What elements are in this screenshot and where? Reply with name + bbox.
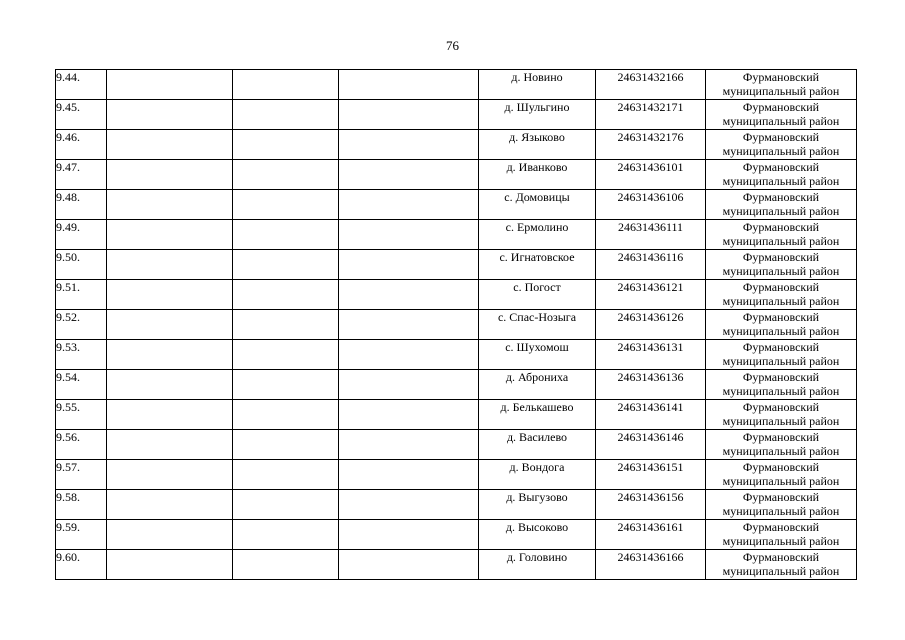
empty-cell-1 bbox=[107, 160, 233, 190]
empty-cell-3 bbox=[339, 400, 479, 430]
oktmo-code-cell: 24631432176 bbox=[596, 130, 706, 160]
oktmo-code-cell: 24631436126 bbox=[596, 310, 706, 340]
district-line-1: Фурмановский bbox=[742, 130, 820, 144]
table-row bbox=[56, 280, 857, 310]
oktmo-code-cell: 24631436116 bbox=[596, 250, 706, 280]
oktmo-code-cell: 24631436151 bbox=[596, 460, 706, 490]
oktmo-code-cell: 24631436136 bbox=[596, 370, 706, 400]
district-line-2: муниципальный район bbox=[722, 354, 840, 368]
empty-cell-1 bbox=[107, 310, 233, 340]
empty-cell-1 bbox=[107, 550, 233, 580]
settlement-name-cell: д. Белькашево bbox=[479, 400, 596, 430]
empty-cell-2 bbox=[233, 310, 339, 340]
district-line-1: Фурмановский bbox=[742, 310, 820, 324]
row-number-cell: 9.46. bbox=[56, 130, 107, 160]
empty-cell-3 bbox=[339, 430, 479, 460]
district-cell bbox=[706, 340, 857, 370]
table-row bbox=[56, 310, 857, 340]
table-row bbox=[56, 520, 857, 550]
settlement-name-cell: д. Головино bbox=[479, 550, 596, 580]
oktmo-code-cell: 24631436111 bbox=[596, 220, 706, 250]
district-line-1: Фурмановский bbox=[742, 400, 820, 414]
district-line-2: муниципальный район bbox=[722, 144, 840, 158]
empty-cell-3 bbox=[339, 550, 479, 580]
row-number-cell: 9.54. bbox=[56, 370, 107, 400]
settlement-name-cell: д. Василево bbox=[479, 430, 596, 460]
settlement-name-cell: с. Спас-Нозыга bbox=[479, 310, 596, 340]
settlement-name-cell: д. Вондога bbox=[479, 460, 596, 490]
empty-cell-3 bbox=[339, 70, 479, 100]
empty-cell-3 bbox=[339, 100, 479, 130]
empty-cell-2 bbox=[233, 100, 339, 130]
district-line-1: Фурмановский bbox=[742, 160, 820, 174]
district-cell bbox=[706, 430, 857, 460]
district-line-1: Фурмановский bbox=[742, 550, 820, 564]
empty-cell-1 bbox=[107, 220, 233, 250]
district-cell bbox=[706, 130, 857, 160]
empty-cell-2 bbox=[233, 460, 339, 490]
empty-cell-1 bbox=[107, 430, 233, 460]
empty-cell-3 bbox=[339, 220, 479, 250]
empty-cell-3 bbox=[339, 280, 479, 310]
empty-cell-3 bbox=[339, 460, 479, 490]
settlement-name-cell: д. Шульгино bbox=[479, 100, 596, 130]
settlement-name-cell: д. Новино bbox=[479, 70, 596, 100]
oktmo-code-cell: 24631432171 bbox=[596, 100, 706, 130]
row-number-cell: 9.50. bbox=[56, 250, 107, 280]
district-line-2: муниципальный район bbox=[722, 444, 840, 458]
oktmo-code-cell: 24631436106 bbox=[596, 190, 706, 220]
district-line-2: муниципальный район bbox=[722, 84, 840, 98]
district-line-1: Фурмановский bbox=[742, 100, 820, 114]
empty-cell-3 bbox=[339, 490, 479, 520]
empty-cell-2 bbox=[233, 220, 339, 250]
empty-cell-1 bbox=[107, 460, 233, 490]
district-line-2: муниципальный район bbox=[722, 384, 840, 398]
settlements-table bbox=[55, 69, 857, 580]
empty-cell-3 bbox=[339, 130, 479, 160]
oktmo-code-cell: 24631436146 bbox=[596, 430, 706, 460]
oktmo-code-cell: 24631436101 bbox=[596, 160, 706, 190]
settlement-name-cell: д. Аброниха bbox=[479, 370, 596, 400]
row-number-cell: 9.57. bbox=[56, 460, 107, 490]
empty-cell-2 bbox=[233, 190, 339, 220]
table-row bbox=[56, 220, 857, 250]
district-cell bbox=[706, 190, 857, 220]
empty-cell-3 bbox=[339, 250, 479, 280]
district-line-1: Фурмановский bbox=[742, 370, 820, 384]
row-number-cell: 9.44. bbox=[56, 70, 107, 100]
district-cell bbox=[706, 400, 857, 430]
district-cell bbox=[706, 310, 857, 340]
district-line-1: Фурмановский bbox=[742, 430, 820, 444]
row-number-cell: 9.56. bbox=[56, 430, 107, 460]
row-number-cell: 9.55. bbox=[56, 400, 107, 430]
empty-cell-1 bbox=[107, 340, 233, 370]
district-line-2: муниципальный район bbox=[722, 504, 840, 518]
district-line-1: Фурмановский bbox=[742, 460, 820, 474]
settlement-name-cell: д. Выгузово bbox=[479, 490, 596, 520]
table-row bbox=[56, 250, 857, 280]
district-cell bbox=[706, 160, 857, 190]
district-cell bbox=[706, 280, 857, 310]
district-line-2: муниципальный район bbox=[722, 474, 840, 488]
empty-cell-1 bbox=[107, 400, 233, 430]
empty-cell-2 bbox=[233, 250, 339, 280]
district-cell bbox=[706, 70, 857, 100]
table-row bbox=[56, 190, 857, 220]
empty-cell-3 bbox=[339, 310, 479, 340]
district-line-2: муниципальный район bbox=[722, 204, 840, 218]
settlement-name-cell: д. Высоково bbox=[479, 520, 596, 550]
table-row bbox=[56, 550, 857, 580]
row-number-cell: 9.49. bbox=[56, 220, 107, 250]
empty-cell-2 bbox=[233, 280, 339, 310]
empty-cell-2 bbox=[233, 520, 339, 550]
empty-cell-1 bbox=[107, 520, 233, 550]
district-line-2: муниципальный район bbox=[722, 414, 840, 428]
row-number-cell: 9.58. bbox=[56, 490, 107, 520]
empty-cell-1 bbox=[107, 70, 233, 100]
empty-cell-1 bbox=[107, 490, 233, 520]
row-number-cell: 9.47. bbox=[56, 160, 107, 190]
row-number-cell: 9.53. bbox=[56, 340, 107, 370]
empty-cell-2 bbox=[233, 430, 339, 460]
district-line-1: Фурмановский bbox=[742, 340, 820, 354]
settlement-name-cell: с. Погост bbox=[479, 280, 596, 310]
empty-cell-2 bbox=[233, 550, 339, 580]
district-line-2: муниципальный район bbox=[722, 114, 840, 128]
table-row bbox=[56, 100, 857, 130]
settlement-name-cell: с. Игнатовское bbox=[479, 250, 596, 280]
empty-cell-3 bbox=[339, 160, 479, 190]
district-line-1: Фурмановский bbox=[742, 190, 820, 204]
empty-cell-1 bbox=[107, 280, 233, 310]
empty-cell-3 bbox=[339, 370, 479, 400]
empty-cell-2 bbox=[233, 70, 339, 100]
table-row bbox=[56, 490, 857, 520]
empty-cell-1 bbox=[107, 100, 233, 130]
table-row bbox=[56, 460, 857, 490]
page-number: 76 bbox=[446, 38, 459, 53]
table-body bbox=[56, 70, 857, 580]
empty-cell-2 bbox=[233, 160, 339, 190]
row-number-cell: 9.60. bbox=[56, 550, 107, 580]
row-number-cell: 9.48. bbox=[56, 190, 107, 220]
table-row bbox=[56, 130, 857, 160]
empty-cell-2 bbox=[233, 370, 339, 400]
district-line-2: муниципальный район bbox=[722, 324, 840, 338]
settlement-name-cell: с. Домовицы bbox=[479, 190, 596, 220]
oktmo-code-cell: 24631436131 bbox=[596, 340, 706, 370]
district-line-2: муниципальный район bbox=[722, 564, 840, 578]
district-cell bbox=[706, 520, 857, 550]
district-line-2: муниципальный район bbox=[722, 234, 840, 248]
settlement-name-cell: д. Иванково bbox=[479, 160, 596, 190]
empty-cell-2 bbox=[233, 400, 339, 430]
table-row bbox=[56, 400, 857, 430]
district-line-2: муниципальный район bbox=[722, 174, 840, 188]
table-row bbox=[56, 340, 857, 370]
table-row bbox=[56, 370, 857, 400]
empty-cell-3 bbox=[339, 520, 479, 550]
empty-cell-2 bbox=[233, 490, 339, 520]
oktmo-code-cell: 24631436121 bbox=[596, 280, 706, 310]
empty-cell-2 bbox=[233, 340, 339, 370]
empty-cell-2 bbox=[233, 130, 339, 160]
row-number-cell: 9.45. bbox=[56, 100, 107, 130]
oktmo-code-cell: 24631436161 bbox=[596, 520, 706, 550]
settlement-name-cell: с. Шухомош bbox=[479, 340, 596, 370]
district-line-1: Фурмановский bbox=[742, 490, 820, 504]
settlement-name-cell: с. Ермолино bbox=[479, 220, 596, 250]
district-cell bbox=[706, 100, 857, 130]
district-line-2: муниципальный район bbox=[722, 294, 840, 308]
district-line-1: Фурмановский bbox=[742, 70, 820, 84]
row-number-cell: 9.59. bbox=[56, 520, 107, 550]
row-number-cell: 9.52. bbox=[56, 310, 107, 340]
row-number-cell: 9.51. bbox=[56, 280, 107, 310]
empty-cell-1 bbox=[107, 130, 233, 160]
empty-cell-1 bbox=[107, 250, 233, 280]
oktmo-code-cell: 24631436156 bbox=[596, 490, 706, 520]
table-row bbox=[56, 70, 857, 100]
oktmo-code-cell: 24631436141 bbox=[596, 400, 706, 430]
oktmo-code-cell: 24631436166 bbox=[596, 550, 706, 580]
district-cell bbox=[706, 490, 857, 520]
district-cell bbox=[706, 460, 857, 490]
oktmo-code-cell: 24631432166 bbox=[596, 70, 706, 100]
settlement-name-cell: д. Языково bbox=[479, 130, 596, 160]
empty-cell-3 bbox=[339, 190, 479, 220]
district-line-1: Фурмановский bbox=[742, 520, 820, 534]
table-row bbox=[56, 430, 857, 460]
district-line-1: Фурмановский bbox=[742, 280, 820, 294]
empty-cell-3 bbox=[339, 340, 479, 370]
district-line-1: Фурмановский bbox=[742, 220, 820, 234]
district-cell bbox=[706, 220, 857, 250]
district-cell bbox=[706, 550, 857, 580]
district-line-2: муниципальный район bbox=[722, 264, 840, 278]
district-line-1: Фурмановский bbox=[742, 250, 820, 264]
district-line-2: муниципальный район bbox=[722, 534, 840, 548]
table-row bbox=[56, 160, 857, 190]
district-cell bbox=[706, 250, 857, 280]
empty-cell-1 bbox=[107, 190, 233, 220]
district-cell bbox=[706, 370, 857, 400]
empty-cell-1 bbox=[107, 370, 233, 400]
